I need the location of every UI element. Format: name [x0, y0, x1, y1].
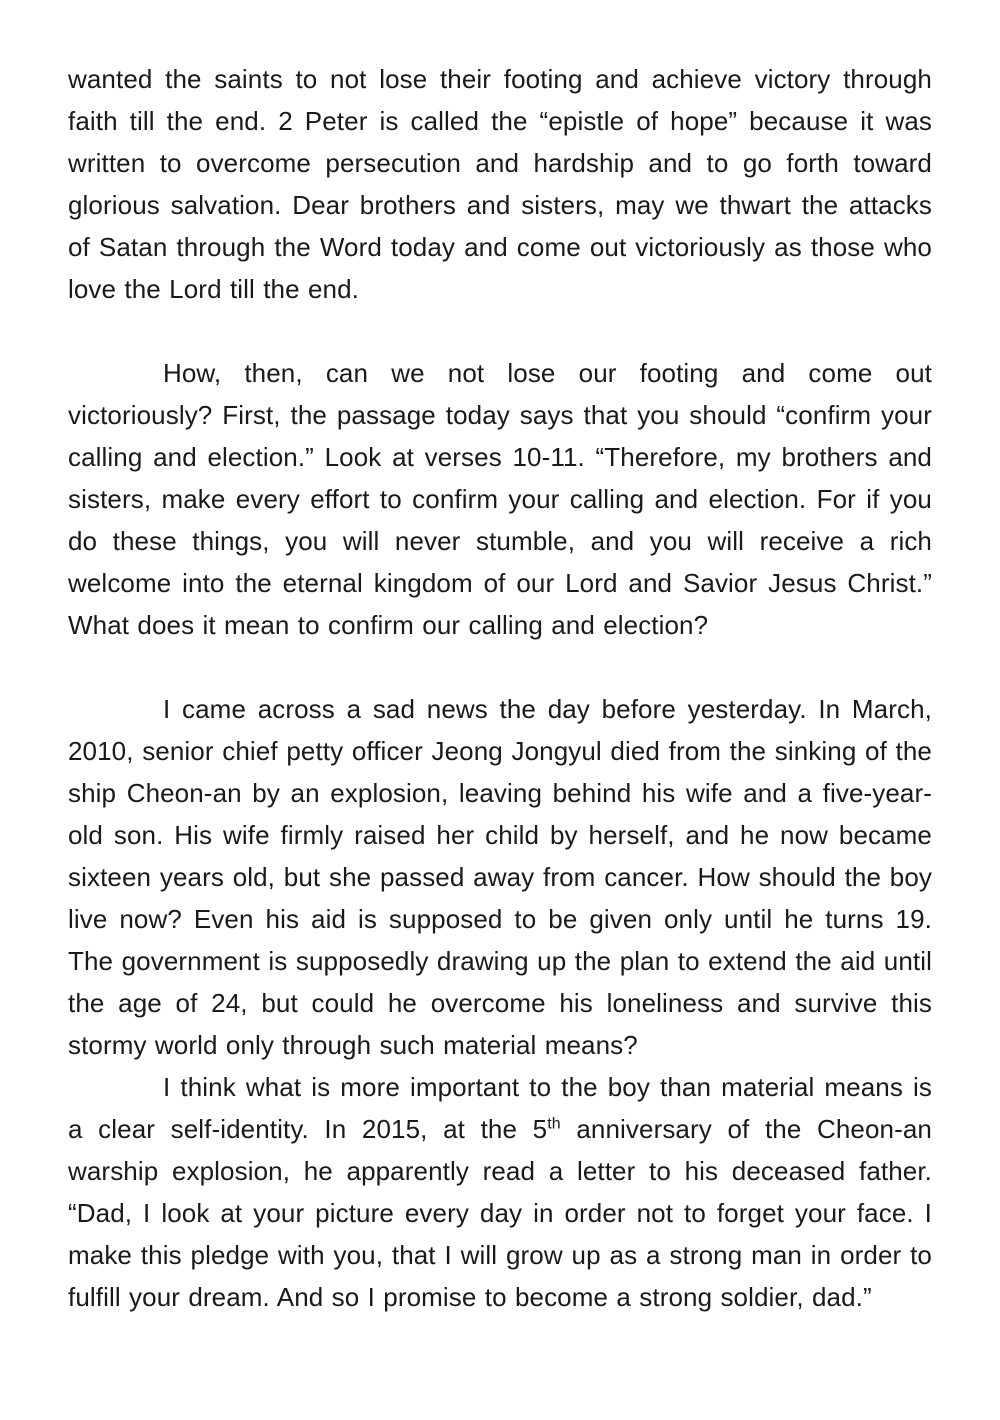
ordinal-suffix: th: [547, 1115, 561, 1133]
paragraph-self-identity: [68, 1066, 932, 1318]
paragraph-confirm-calling: How, then, can we not lose our footing and come out victoriously? First, the passage today says that you should “confirm your calling and election.” Look at verses 10-11. “Therefore, my brothers and sisters, make every effort to confirm your calling and election. For if you do these things, you will never stumble, and you will receive a rich welcome into the eternal kingdom of our Lord and Savior Jesus Christ.” What does it mean to confirm our calling and election?: [68, 358, 932, 640]
document-page: [68, 58, 932, 1318]
paragraph-sad-news: I came across a sad news the day before yesterday. In March, 2010, senior chief petty officer Jeong Jongyul died from the sinking of the ship Cheon-an by an explosion, leaving behind his wife and a five-year-old son. His wife firmly raised her child by herself, and he now became sixteen years old, but she passed away from cancer. How should the boy live now? Even his aid is supposed to be given only until he turns 19. The government is supposedly drawing up the plan to extend the aid until the age of 24, but could he overcome his loneliness and survive this stormy world only through such material means?: [68, 694, 932, 1060]
self-identity-text-start: I think what is more important to the boy than material means is a clear self-identity. In 2015, at the 5: [68, 1072, 932, 1144]
paragraph-epistle-of-hope: wanted the saints to not lose their footing and achieve victory through faith till the end. 2 Peter is called the “epistle of hope” because it was written to overcome persecution and hardship and to go forth toward glorious salvation. Dear brothers and sisters, may we thwart the attacks of Satan through the Word today and come out victoriously as those who love the Lord till the end.: [68, 64, 932, 304]
self-identity-text-end: anniversary of the Cheon-an warship explosion, he apparently read a letter to his deceased father. “Dad, I look at your picture every day in order not to forget your face. I make this pledge with you, that I will grow up as a strong man in order to fulfill your dream. And so I promise to become a strong soldier, dad.”: [68, 1114, 932, 1312]
